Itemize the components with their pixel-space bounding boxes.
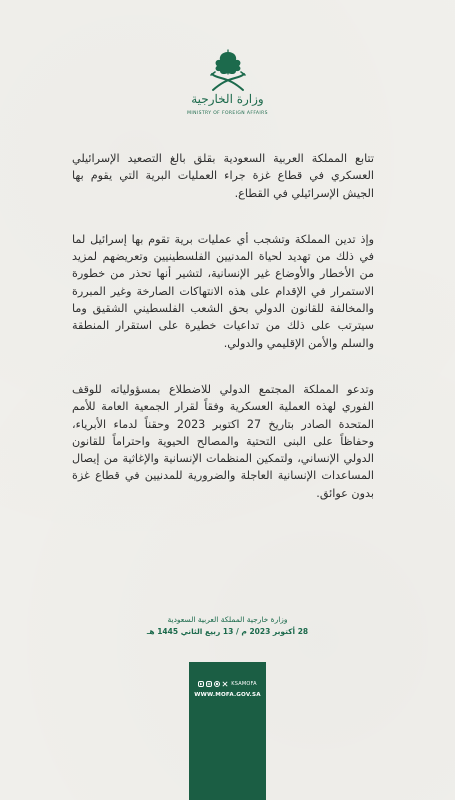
signature-block — [60, 614, 395, 638]
statement-paragraph-1: تتابع المملكة العربية السعودية بقلق بالغ التصعيد الإسرائيلي العسكري في قطاع غزة جراء العمليات البرية التي يقوم بها الجيش الإسرائيلي في القطاع. — [72, 152, 374, 200]
signature-name: وزارة خارجية المملكة العربية السعودية — [167, 615, 288, 624]
snapchat-icon[interactable] — [214, 681, 220, 687]
x-icon[interactable] — [222, 681, 228, 687]
statement-paragraph-2: وإذ تدين المملكة وتشجب أي عمليات برية تقوم بها إسرائيل لما في ذلك من تهديد لحياة المدنيين الفلسطينيين وتعريضهم لمزيد من الأخطار والأوضاع غير الإنسانية، لتشير أنها تحذر من خطورة الاستمرار في الإقدام على هذه الانتهاكات الصارخة وغير المبررة والمخالفة للقانون الدولي بحق الشعب الفلسطيني الشقيق وما سيترتب على ذلك من تداعيات خطيرة على استقرار المنطقة والسلم والأمن الإقليمي والدولي. — [72, 232, 374, 350]
instagram-icon[interactable] — [206, 681, 212, 687]
website-link[interactable]: WWW.MOFA.GOV.SA — [194, 692, 261, 698]
social-links — [189, 681, 266, 687]
statement-body — [72, 150, 374, 531]
youtube-icon[interactable] — [198, 681, 204, 687]
footer-band — [189, 662, 266, 800]
statement-paragraph-3: وتدعو المملكة المجتمع الدولي للاضطلاع بمسؤولياته للوقف الفوري لهذه العملية العسكرية وفقاً لقرار الجمعية العامة للأمم المتحدة الصادر بتاريخ 27 اكتوبر 2023 وحقناً لدماء الأبرياء، وحفاظاً على البنى التحتية والمصالح الحيوية واحتراماً للقانون الدولي الإنساني، ولتمكين المنظمات الإنسانية والإغاثية من إيصال المساعدات الإنسانية العاجلة والضرورية للمدنيين في قطاع غزة بدون عوائق. — [72, 382, 374, 500]
ministry-name-english: MINISTRY OF FOREIGN AFFAIRS — [187, 111, 268, 116]
saudi-emblem-icon — [205, 48, 251, 94]
ministry-name-arabic: وزارة الخارجية — [191, 92, 264, 106]
signature-date: 28 أكتوبر 2023 م / 13 ربيع الثاني 1445 هـ — [146, 627, 309, 636]
social-handle[interactable]: KSAMOFA — [231, 681, 257, 687]
